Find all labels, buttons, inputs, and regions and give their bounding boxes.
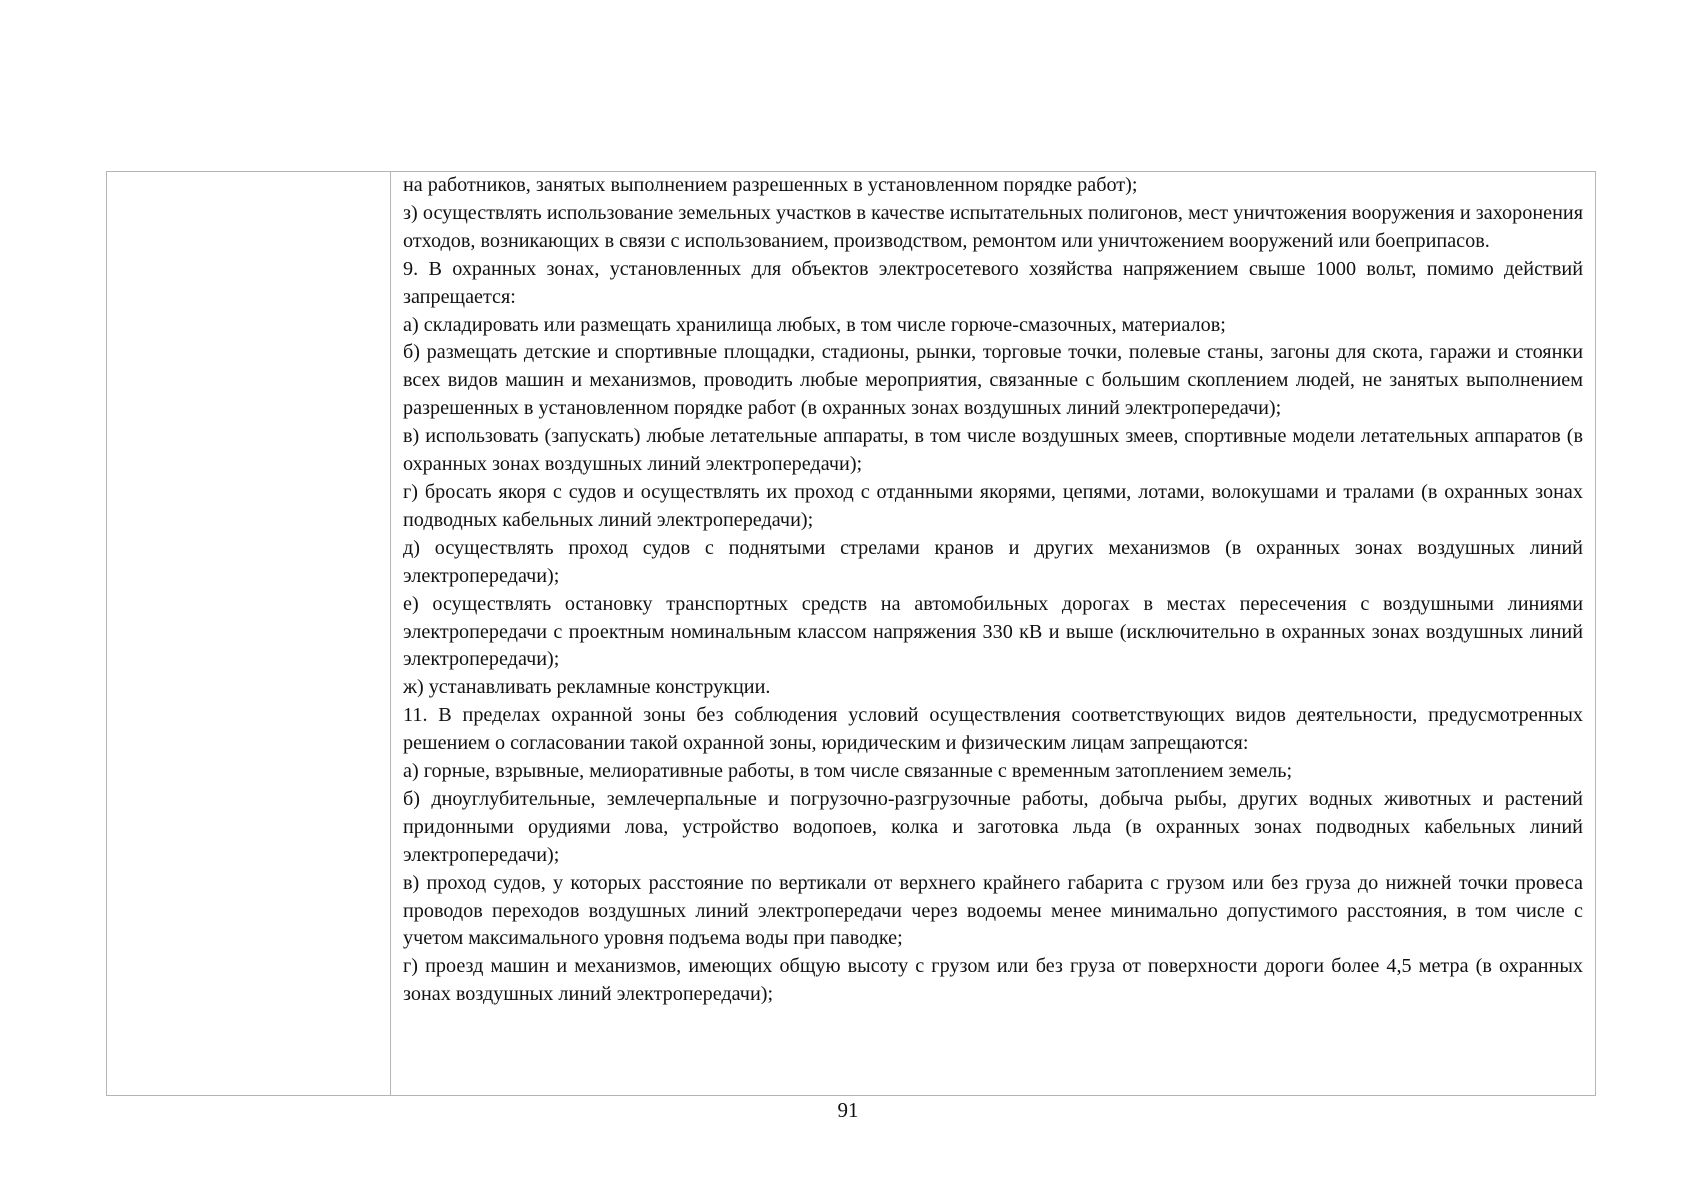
paragraph: б) размещать детские и спортивные площадки, стадионы, рынки, торговые точки, полевые станы, загоны для скота, гаражи и стоянки всех видов машин и механизмов, проводить любые мероприятия, связанные с большим скоплением людей, не занятых выполнением разрешенных в установленном порядке работ (в охранных зонах воздушных линий электропередачи);: [403, 341, 1583, 420]
paragraph: на работников, занятых выполнением разрешенных в установленном порядке работ);: [403, 174, 1138, 196]
paragraph: а) горные, взрывные, мелиоративные работы, в том числе связанные с временным затоплением земель;: [403, 760, 1293, 783]
paragraph: в) проход судов, у которых расстояние по вертикали от верхнего крайнего габарита с грузом или без груза до нижней точки провеса проводов переходов воздушных линий электропередачи через водоемы менее минимально допустимого расстояния, в том числе с учетом максимального уровня подъема воды при паводке;: [403, 871, 1583, 950]
paragraph: а) складировать или размещать хранилища любых, в том числе горюче-смазочных, материалов;: [403, 313, 1226, 336]
paragraph: 11. В пределах охранной зоны без соблюдения условий осуществления соответствующих видов деятельности, предусмотренных решением о согласовании такой охранной зоны, юридическим и физическим лицам запрещаются:: [403, 704, 1583, 755]
paragraph: ж) устанавливать рекламные конструкции.: [403, 676, 771, 699]
paragraph: в) использовать (запускать) любые летательные аппараты, в том числе воздушных змеев, спортивные модели летательных аппаратов (в охранных зонах воздушных линий электропередачи);: [403, 425, 1583, 476]
paragraph: б) дноуглубительные, землечерпальные и погрузочно-разгрузочные работы, добыча рыбы, других водных животных и растений придонными орудиями лова, устройство водопоев, колка и заготовка льда (в охранных зонах подводных кабельных линий электропередачи);: [403, 787, 1583, 866]
empty-left-cell: [107, 172, 391, 1095]
paragraph: г) проезд машин и механизмов, имеющих общую высоту с грузом или без груза от поверхности дороги более 4,5 метра (в охранных зонах воздушных линий электропередачи);: [403, 955, 1583, 1006]
paragraph: г) бросать якоря с судов и осуществлять их проход с отданными якорями, цепями, лотами, волокушами и тралами (в охранных зонах подводных кабельных линий электропередачи);: [403, 480, 1583, 531]
paragraph: д) осуществлять проход судов с поднятыми стрелами кранов и других механизмов (в охранных зонах воздушных линий электропередачи);: [403, 536, 1583, 587]
paragraph: 9. В охранных зонах, установленных для объектов электросетевого хозяйства напряжением свыше 1000 вольт, помимо действий запрещается:: [403, 257, 1583, 308]
paragraph: е) осуществлять остановку транспортных средств на автомобильных дорогах в местах пересечения с воздушными линиями электропередачи с проектным номинальным классом напряжения 330 кВ и выше (исключительно в охранных зонах воздушных линий электропередачи);: [403, 592, 1583, 671]
document-table: [106, 171, 1596, 1096]
text-cell: [391, 172, 1595, 1095]
page-number: 91: [837, 1098, 859, 1122]
paragraph: з) осуществлять использование земельных участков в качестве испытательных полигонов, мест уничтожения вооружения и захоронения отходов, возникающих в связи с использованием, производством, ремонтом или уничтожением вооружений или боеприпасов.: [403, 201, 1583, 252]
